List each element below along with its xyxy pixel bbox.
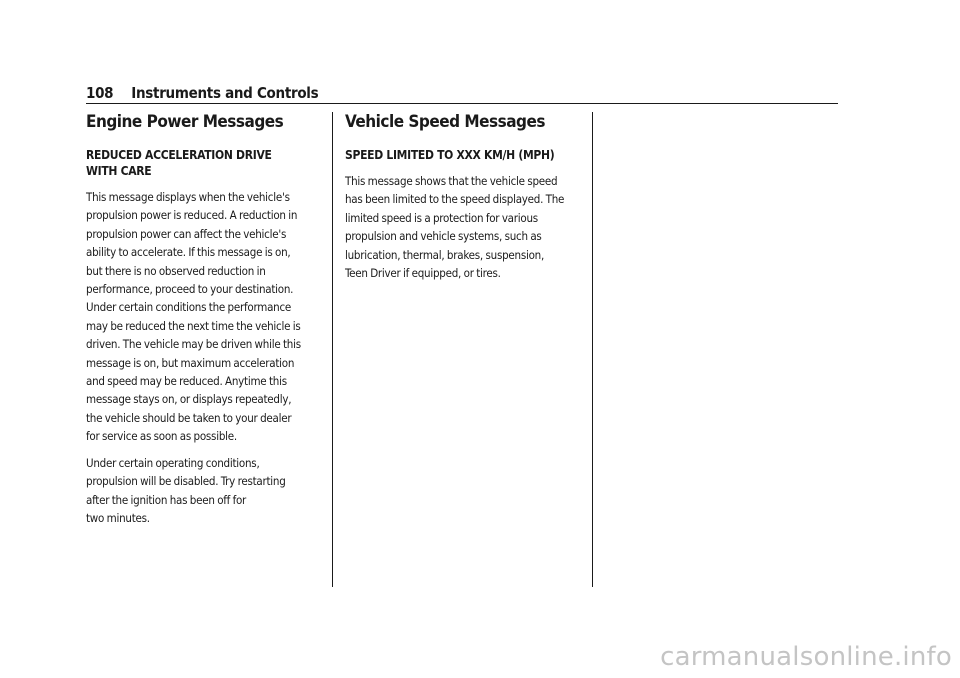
subheading-reduced-acceleration: REDUCED ACCELERATION DRIVE WITH CARE bbox=[86, 148, 272, 178]
heading-vehicle-speed-messages: Vehicle Speed Messages bbox=[345, 112, 545, 132]
section-title: Instruments and Controls bbox=[131, 84, 319, 102]
column-engine-power bbox=[86, 112, 322, 535]
paragraph-reduced-acceleration-1: This message displays when the vehicle's propulsion power is reduced. A reduction in propulsion power can affect the vehicle's ability to accelerate. If this message is on, but there is no observed reduction in performance, proceed to your destination. Under certain conditions the performance may be reduced the next time the vehicle is driven. The vehicle may be driven while this message is on, but maximum acceleration and speed may be reduced. Anytime this message stays on, or displays repeatedly, the vehicle should be taken to your dealer for service as soon as possible. bbox=[86, 190, 301, 444]
page-header bbox=[86, 84, 318, 102]
header-rule bbox=[86, 103, 838, 104]
column-divider-1 bbox=[332, 112, 333, 587]
paragraph-speed-limited: This message shows that the vehicle speed has been limited to the speed displayed. The limited speed is a protection for various propulsion and vehicle systems, such as lubrication, thermal, brakes, suspension, Teen Driver if equipped, or tires. bbox=[345, 174, 565, 281]
subheading-speed-limited: SPEED LIMITED TO XXX KM/H (MPH) bbox=[345, 148, 555, 162]
page-number: 108 bbox=[86, 84, 114, 102]
paragraph-reduced-acceleration-2: Under certain operating conditions, propulsion will be disabled. Try restarting after the ignition has been off for two minutes. bbox=[86, 455, 286, 525]
column-vehicle-speed bbox=[345, 112, 581, 290]
watermark: carmanualsonline.info bbox=[660, 642, 952, 672]
heading-engine-power-messages: Engine Power Messages bbox=[86, 112, 284, 132]
column-divider-2 bbox=[592, 112, 593, 587]
